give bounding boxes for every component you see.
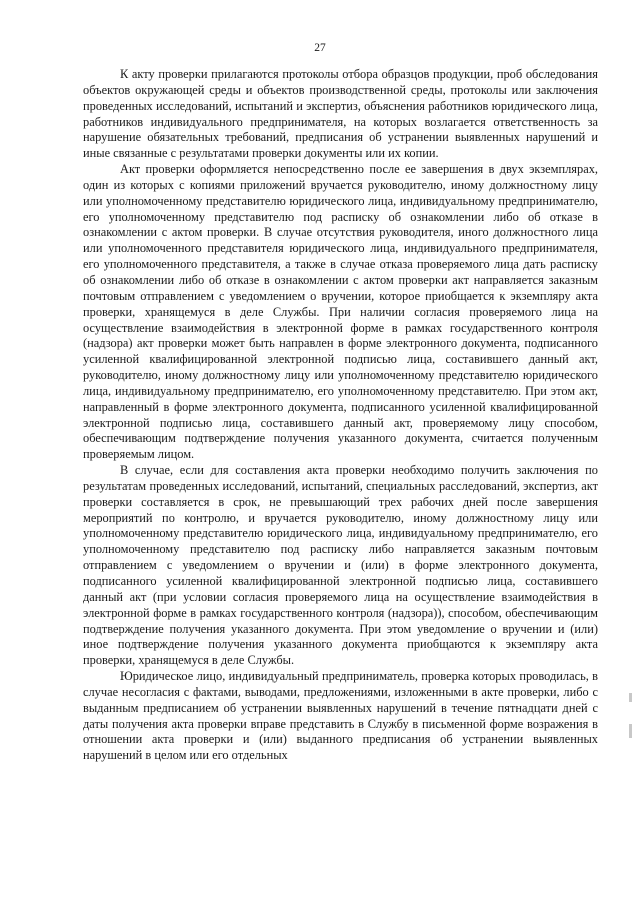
scan-edge-mark <box>629 693 632 702</box>
scan-edge-mark <box>629 724 632 738</box>
paragraph-act-execution: Акт проверки оформляется непосредственно после ее завершения в двух экземплярах, один из которых с копиями приложений вручается руководителю, иному должностному лицу или уполномоченному представителю юридического лица, индивидуальному предпринимателю, его уполномоченному представителю под расписку об ознакомлении либо об отказе в ознакомлении с актом проверки. В случае отсутствия руководителя, иного должностного лица или уполномоченного представителя юридического лица, индивидуального предпринимателя, его уполномоченного представителя, а также в случае отказа проверяемого лица дать расписку об ознакомлении либо об отказе в ознакомлении с актом проверки акт направляется заказным почтовым отправлением с уведомлением о вручении, которое приобщается к экземпляру акта проверки, хранящемуся в деле Службы. При наличии согласия проверяемого лица на осуществление взаимодействия в электронной форме в рамках государственного контроля (надзора) акт проверки может быть направлен в форме электронного документа, подписанного усиленной квалифицированной электронной подписью лица, составившего данный акт, руководителю, иному должностному лицу или уполномоченному представителю юридического лица, индивидуальному предпринимателю, его уполномоченному представителю. При этом акт, направленный в форме электронного документа, подписанного усиленной квалифицированной электронной подписью лица, составившего данный акт, проверяемому лицу способом, обеспечивающим подтверждение получения указанного документа, считается полученным проверяемым лицом. <box>83 162 598 462</box>
paragraph-objections: Юридическое лицо, индивидуальный предприниматель, проверка которых проводилась, в случае несогласия с фактами, выводами, предложениями, изложенными в акте проверки, либо с выданным предписанием об устранении выявленных нарушений в течение пятнадцати дней с даты получения акта проверки вправе представить в Службу в письменной форме возражения в отношении акта проверки и (или) выданного предписания об устранении выявленных нарушений в целом или его отдельных <box>83 669 598 763</box>
document-body <box>83 67 598 764</box>
paragraph-attachments: К акту проверки прилагаются протоколы отбора образцов продукции, проб обследования объектов окружающей среды и объектов производственной среды, протоколы или заключения проведенных исследований, испытаний и экспертиз, объяснения работников юридического лица, работников индивидуального предпринимателя, на которых возлагается ответственность за нарушение обязательных требований, предписания об устранении выявленных нарушений и иные связанные с результатами проверки документы или их копии. <box>83 67 598 161</box>
page-number: 27 <box>314 42 326 54</box>
paragraph-expert-conclusions: В случае, если для составления акта проверки необходимо получить заключения по результатам проведенных исследований, испытаний, специальных расследований, экспертиз, акт проверки составляется в срок, не превышающий трех рабочих дней после завершения мероприятий по контролю, и вручается руководителю, иному должностному лицу или уполномоченному представителю юридического лица, индивидуальному предпринимателю, его уполномоченному представителю под расписку либо направляется заказным почтовым отправлением с уведомлением о вручении и (или) в форме электронного документа, подписанного усиленной квалифицированной электронной подписью лица, составившего данный акт (при условии согласия проверяемого лица на осуществление взаимодействия в электронной форме в рамках государственного контроля (надзора)), способом, обеспечивающим подтверждение получения указанного документа. При этом уведомление о вручении и (или) иное подтверждение получения указанного документа приобщаются к экземпляру акта проверки, хранящемуся в деле Службы. <box>83 463 598 668</box>
